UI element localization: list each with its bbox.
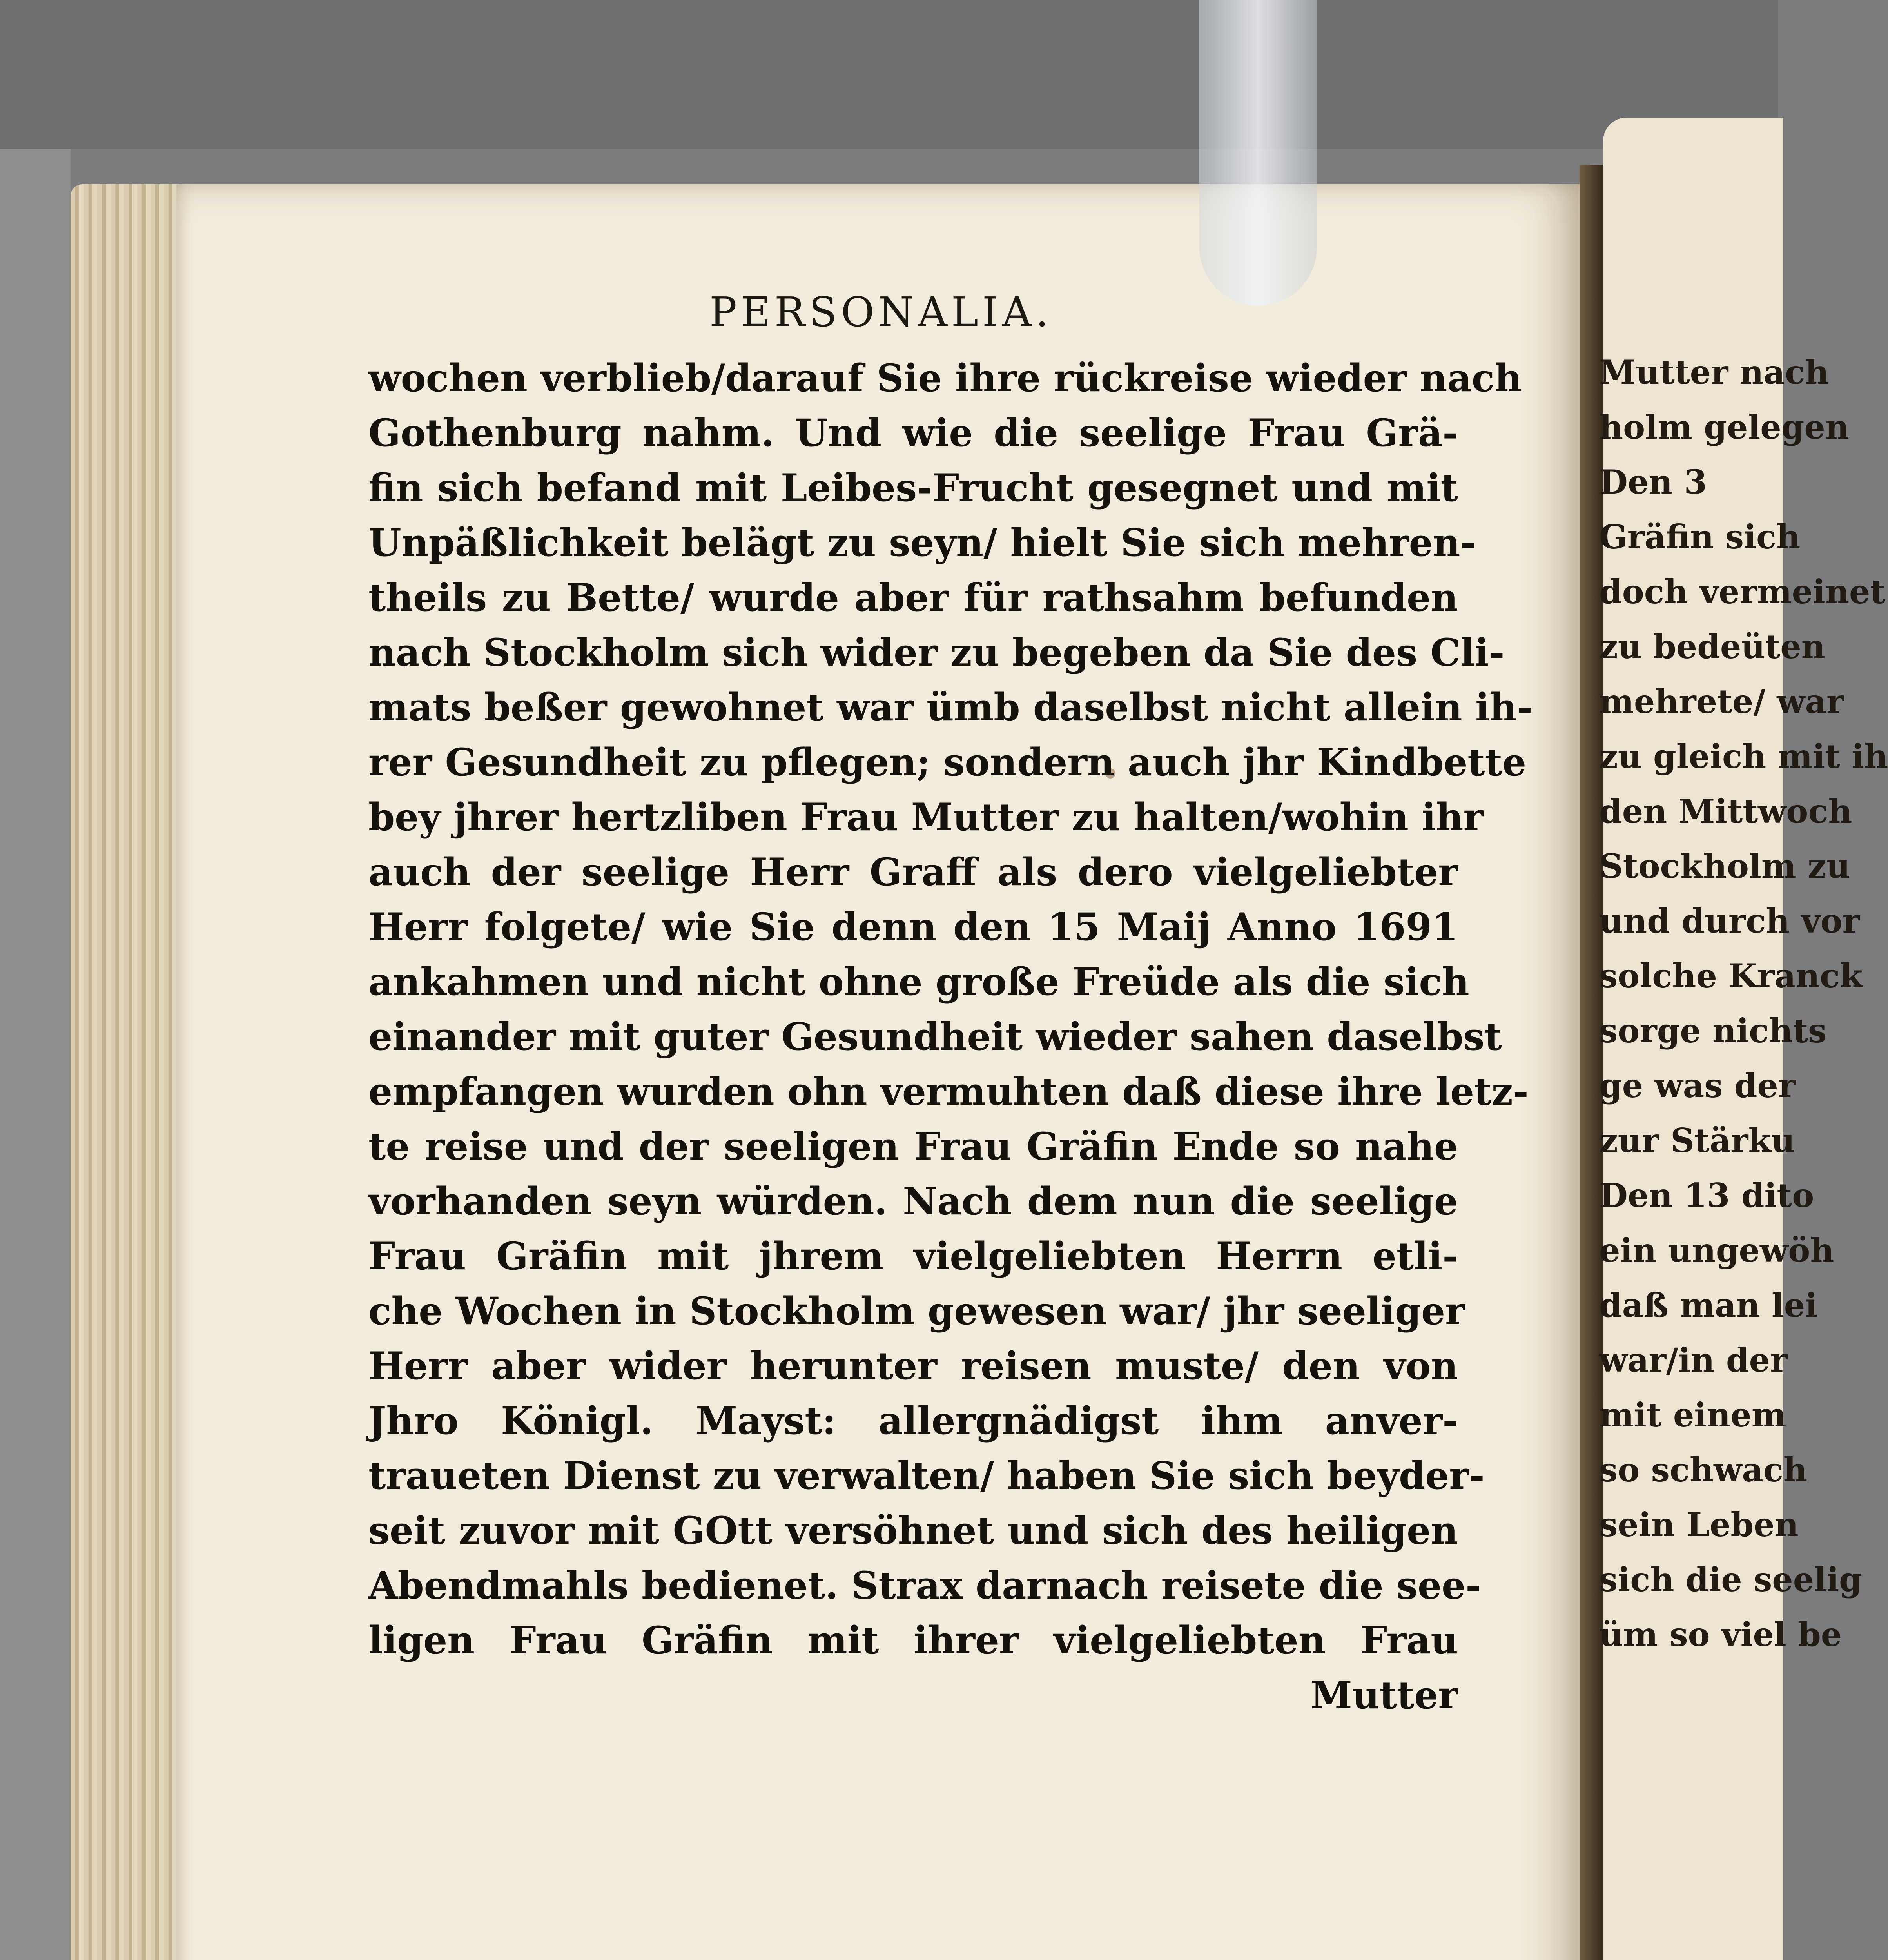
text-line: ankahmen und nicht ohne große Freüde als die sich — [368, 960, 1469, 1004]
facing-text-line: ge was der — [1599, 1066, 1796, 1105]
catchword: Mutter — [1310, 1673, 1458, 1717]
text-line: Abendmahls bedienet. Strax darnach reisete die see- — [368, 1563, 1481, 1608]
facing-text-line: zu gleich mit ih — [1599, 737, 1888, 776]
text-line: wochen verblieb/darauf Sie ihre rückreise wieder nach — [368, 356, 1522, 400]
facing-text-line: sorge nichts — [1599, 1011, 1827, 1050]
facing-text-line: zu bedeüten — [1599, 627, 1825, 666]
text-line: vorhanden seyn würden. Nach dem nun die seelige — [368, 1179, 1458, 1223]
facing-text-line: Stockholm zu — [1599, 847, 1850, 886]
text-line: Herr aber wider herunter reisen muste/ den von — [368, 1344, 1458, 1388]
page-edge-stack — [71, 184, 184, 1960]
text-line: che Wochen in Stockholm gewesen war/ jhr seeliger — [368, 1289, 1465, 1333]
text-line: auch der seelige Herr Graff als dero vielgeliebter — [368, 850, 1458, 894]
facing-text-line: üm so viel be — [1599, 1615, 1842, 1654]
text-line: nach Stockholm sich wider zu begeben da Sie des Cli- — [368, 630, 1505, 675]
running-head: PERSONALIA. — [709, 288, 1053, 336]
text-line: fin sich befand mit Leibes-Frucht gesegnet und mit — [368, 466, 1458, 510]
facing-text-line: sein Leben — [1599, 1505, 1799, 1544]
facing-text-line: war/in der — [1599, 1341, 1788, 1379]
facing-text-line: Gräfin sich — [1599, 517, 1801, 556]
text-line: seit zuvor mit GOtt versöhnet und sich des heiligen — [368, 1508, 1458, 1553]
text-line: Herr folgete/ wie Sie denn den 15 Maij Anno 1691 — [368, 905, 1458, 949]
text-line: rer Gesundheit zu pflegen; sondern auch jhr Kindbette — [368, 740, 1527, 784]
facing-text-line: Mutter nach — [1599, 353, 1829, 392]
facing-text-line: ein ungewöh — [1599, 1231, 1834, 1270]
text-line: mats beßer gewohnet war ümb daselbst nicht allein ih- — [368, 685, 1533, 730]
page-clip-top — [1199, 0, 1317, 306]
facing-text-line: und durch vor — [1599, 902, 1860, 940]
text-line: Gothenburg nahm. Und wie die seelige Frau Grä- — [368, 411, 1458, 455]
facing-text-line: den Mittwoch — [1599, 792, 1852, 831]
facing-text-line: daß man lei — [1599, 1286, 1818, 1325]
text-line: bey jhrer hertzliben Frau Mutter zu halten/wohin ihr — [368, 795, 1484, 839]
backdrop-top — [0, 0, 1778, 149]
page-body-text — [368, 351, 1533, 1723]
facing-text-line: Den 3 — [1599, 463, 1707, 501]
text-line: traueten Dienst zu verwalten/ haben Sie sich beyder- — [368, 1454, 1485, 1498]
backdrop-left — [0, 149, 71, 1960]
facing-text-line: sich die seelig — [1599, 1560, 1862, 1599]
text-line: Jhro Königl. Mayst: allergnädigst ihm anver- — [368, 1399, 1458, 1443]
facing-text-line: zur Stärku — [1599, 1121, 1795, 1160]
text-line: Frau Gräfin mit jhrem vielgeliebten Herrn etli- — [368, 1234, 1458, 1278]
text-line: einander mit guter Gesundheit wieder sahen daselbst — [368, 1014, 1502, 1059]
text-line: theils zu Bette/ wurde aber für rathsahm befunden — [368, 575, 1458, 620]
facing-text-line: mit einem — [1599, 1396, 1786, 1434]
text-line: te reise und der seeligen Frau Gräfin Ende so nahe — [368, 1124, 1458, 1169]
facing-page-text — [1599, 345, 1888, 1662]
facing-text-line: so schwach — [1599, 1450, 1808, 1489]
facing-text-line: doch vermeinet — [1599, 572, 1886, 611]
text-line: Unpäßlichkeit belägt zu seyn/ hielt Sie sich mehren- — [368, 521, 1476, 565]
facing-text-line: holm gelegen — [1599, 408, 1849, 446]
text-line: empfangen wurden ohn vermuhten daß diese ihre letz- — [368, 1069, 1529, 1114]
facing-text-line: Den 13 dito — [1599, 1176, 1814, 1215]
text-line: ligen Frau Gräfin mit ihrer vielgeliebten Frau — [368, 1618, 1458, 1662]
facing-text-line: mehrete/ war — [1599, 682, 1844, 721]
facing-text-line: solche Kranck — [1599, 956, 1863, 995]
